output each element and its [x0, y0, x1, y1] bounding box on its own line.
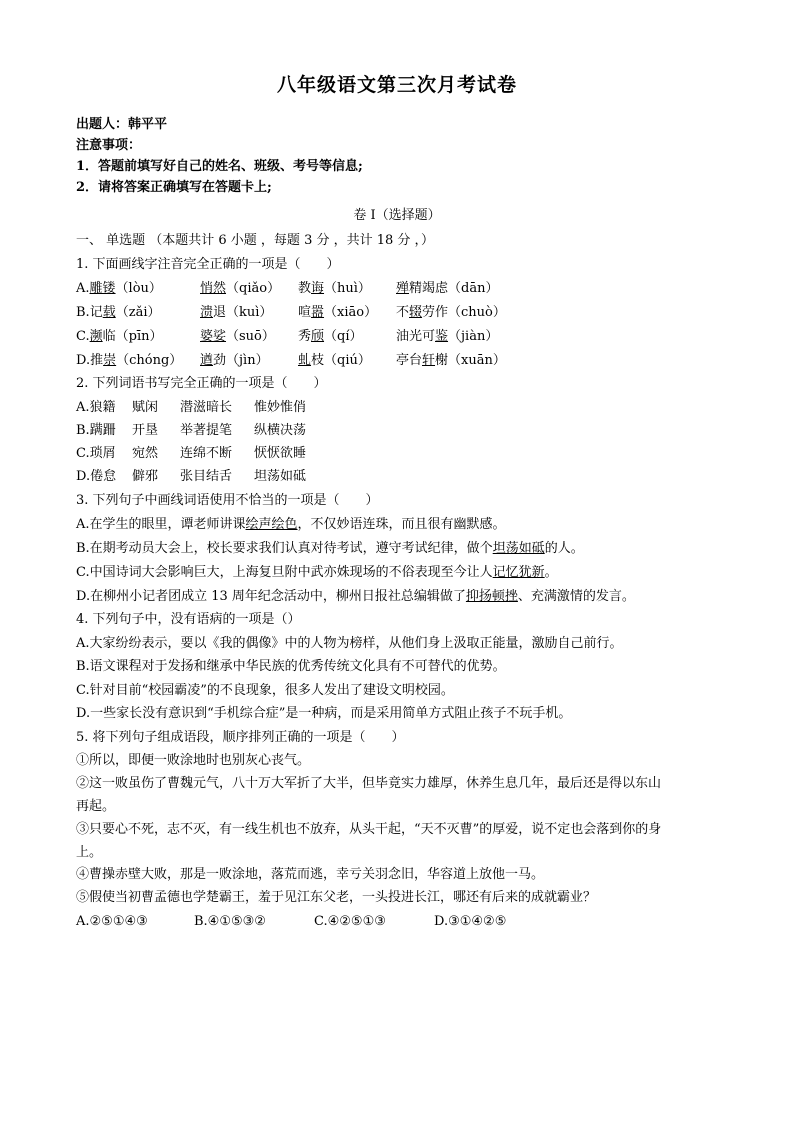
- q1-a-item-4: 殚精竭虑（dān）: [396, 281, 499, 296]
- q5-sentence-2-cont: 再起。: [76, 799, 116, 814]
- q1-d-item-1: D.推崇（chóng）: [76, 353, 183, 368]
- q5-answer-c: C.④②⑤①③: [314, 914, 386, 929]
- question-5-stem: 5. 将下列句子组成语段，顺序排列正确的一项是（ ）: [76, 730, 405, 745]
- q1-c-item-1: C.濒临（pīn）: [76, 329, 163, 344]
- q1-b-item-4: 不辍劳作（chuò）: [396, 305, 506, 320]
- notice-item-2: 2．请将答案正确填写在答题卡上;: [76, 180, 272, 195]
- question-4-stem: 4. 下列句子中，没有语病的一项是（）: [76, 612, 301, 627]
- notice-title: 注意事项：: [76, 138, 142, 153]
- q2-a-word-3: 潜滋暗长: [180, 400, 233, 415]
- q2-b-word-3: 举著提笔: [180, 423, 233, 438]
- q5-answer-b: B.④①⑤③②: [194, 914, 266, 929]
- q5-answer-d: D.③①④②⑤: [434, 914, 507, 929]
- q5-sentence-1: ①所以，即便一败涂地时也别灰心丧气。: [76, 753, 311, 768]
- q5-sentence-2: ②这一败虽伤了曹魏元气，八十万大军折了大半，但毕竟实力雄厚，休养生息几年，最后还是得以东山: [76, 776, 662, 791]
- q2-d-word-2: 僻邪: [132, 469, 159, 484]
- q4-option-a: A.大家纷纷表示，要以《我的偶像》中的人物为榜样，从他们身上汲取正能量，激励自己前行。: [76, 636, 623, 651]
- q3-option-c: C.中国诗词大会影响巨大，上海复旦附中武亦姝现场的不俗表现至今让人记忆犹新。: [76, 565, 558, 580]
- q3-option-d: D.在柳州小记者团成立 13 周年纪念活动中，柳州日报社总编辑做了抑扬顿挫、充满激情的发言。: [76, 589, 635, 604]
- q1-b-item-1: B.记载（zǎi）: [76, 305, 161, 320]
- q1-d-item-3: 虬枝（qiú）: [298, 353, 371, 368]
- q5-sentence-3: ③只要心不死，志不灭，有一线生机也不放弃，从头干起，“天不灭曹”的厚爱，说不定也会落到你的身: [76, 822, 662, 837]
- question-2-stem: 2. 下列词语书写完全正确的一项是（ ）: [76, 376, 327, 391]
- q2-c-word-3: 连绵不断: [180, 446, 233, 461]
- part-heading: 一、 单选题 （本题共计 6 小题 ，每题 3 分 ，共计 18 分 ，）: [76, 233, 435, 248]
- question-3-stem: 3. 下列句子中画线词语使用不恰当的一项是（ ）: [76, 493, 379, 508]
- q2-b-word-2: 开垦: [132, 423, 159, 438]
- q2-c-word-1: C.琐屑: [76, 446, 116, 461]
- author-line: 出题人：韩平平: [76, 117, 168, 132]
- q1-c-item-4: 油光可鉴（jiàn）: [396, 329, 499, 344]
- q1-d-item-2: 遒劲（jìn）: [200, 353, 269, 368]
- q5-sentence-5: ⑤假使当初曹孟德也学楚霸王，羞于见江东父老，一头投进长江，哪还有后来的成就霸业？: [76, 890, 597, 905]
- q2-c-word-2: 宛然: [132, 446, 159, 461]
- q2-a-word-4: 惟妙惟俏: [254, 400, 307, 415]
- q4-option-d: D.一些家长没有意识到“手机综合症”是一种病，而是采用简单方式阻止孩子不玩手机。: [76, 706, 572, 721]
- q2-d-word-3: 张目结舌: [180, 469, 233, 484]
- q1-b-item-3: 喧嚣（xiāo）: [298, 305, 378, 320]
- q1-b-item-2: 溃退（kuì）: [200, 305, 273, 320]
- q2-a-word-2: 赋闲: [132, 400, 159, 415]
- q2-b-word-1: B.蹒跚: [76, 423, 116, 438]
- q2-b-word-4: 纵横决荡: [254, 423, 307, 438]
- section-title: 卷 I（选择题）: [353, 208, 441, 223]
- q3-option-a: A.在学生的眼里，谭老师讲课绘声绘色，不仅妙语连珠，而且很有幽默感。: [76, 517, 506, 532]
- q1-a-item-3: 教诲（huì）: [298, 281, 371, 296]
- q5-sentence-4: ④曹操赤壁大败，那是一败涂地，落荒而逃，幸亏关羽念旧，华容道上放他一马。: [76, 867, 545, 882]
- q2-d-word-1: D.倦怠: [76, 469, 117, 484]
- q4-option-b: B.语文课程对于发扬和继承中华民族的优秀传统文化具有不可替代的优势。: [76, 659, 506, 674]
- notice-item-1: 1．答题前填写好自己的姓名、班级、考号等信息;: [76, 159, 363, 174]
- q3-option-b: B.在期考动员大会上，校长要求我们认真对待考试，遵守考试纪律，做个坦荡如砥的人。: [76, 541, 584, 556]
- question-1-stem: 1. 下面画线字注音完全正确的一项是（ ）: [76, 257, 340, 272]
- q5-sentence-3-cont: 上。: [76, 845, 103, 860]
- q2-c-word-4: 恹恹欲睡: [254, 446, 307, 461]
- q4-option-c: C.针对目前“校园霸凌”的不良现象，很多人发出了建设文明校园。: [76, 683, 454, 698]
- q1-a-item-1: A.雕镂（lòu）: [76, 281, 162, 296]
- q2-d-word-4: 坦荡如砥: [254, 469, 307, 484]
- q1-c-item-2: 婆娑（suō）: [200, 329, 275, 344]
- q1-d-item-4: 亭台轩榭（xuān）: [396, 353, 506, 368]
- q5-answer-a: A.②⑤①④③: [76, 914, 148, 929]
- q1-c-item-3: 秀颀（qí）: [298, 329, 363, 344]
- page-title: 八年级语文第三次月考试卷: [276, 74, 517, 96]
- q1-a-item-2: 悄然（qiǎo）: [200, 281, 281, 296]
- q2-a-word-1: A.狼籍: [76, 400, 116, 415]
